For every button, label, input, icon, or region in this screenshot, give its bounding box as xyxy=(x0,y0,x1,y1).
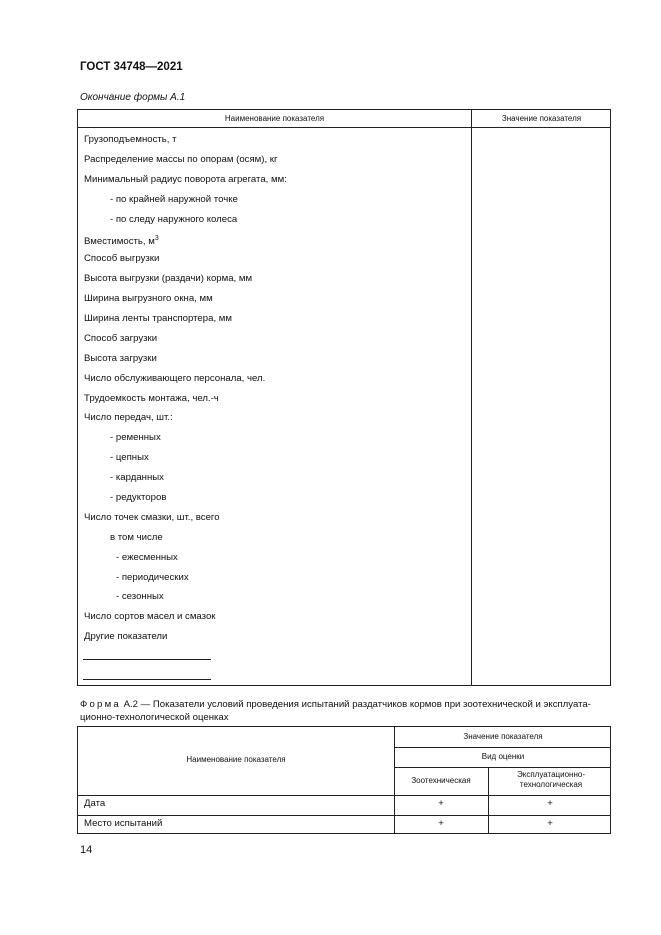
row-divider xyxy=(78,795,610,796)
indicator-label: Ширина выгрузного окна, мм xyxy=(84,293,213,305)
indicator-row xyxy=(78,587,471,607)
header-divider xyxy=(78,127,610,128)
page-number: 14 xyxy=(80,844,93,856)
indicator-row xyxy=(78,508,471,528)
indicator-row xyxy=(78,130,471,150)
indicator-row xyxy=(78,369,471,389)
indicator-row xyxy=(78,389,471,409)
indicator-row xyxy=(78,249,471,269)
column-header-name: Наименование показателя xyxy=(186,755,286,764)
column-header-name: Наименование показателя xyxy=(224,114,325,123)
row-divider xyxy=(394,747,610,748)
unit-superscript: 3 xyxy=(154,235,159,243)
indicator-row xyxy=(78,349,471,369)
indicator-label: Число обслуживающего персонала, чел. xyxy=(84,372,266,384)
indicator-label: Грузоподъемность, т xyxy=(84,134,177,145)
blank-line xyxy=(83,659,211,660)
indicator-row xyxy=(78,269,471,289)
form-a2-caption-prefix: Форма xyxy=(80,699,121,710)
indicator-row xyxy=(78,548,471,568)
column-header-operational: Эксплуатационно-технологическая xyxy=(517,770,585,789)
indicator-label: - по крайней наружной точке xyxy=(110,193,238,205)
indicator-row xyxy=(78,210,471,230)
indicator-label: Трудоемкость монтажа, чел.-ч xyxy=(84,392,219,404)
form-a1-table xyxy=(77,109,611,686)
indicator-label: - ременных xyxy=(110,432,161,444)
indicator-label: - редукторов xyxy=(110,492,167,504)
form-a2-table xyxy=(77,726,611,834)
indicator-row xyxy=(78,528,471,548)
column-header-value: Значение показателя xyxy=(463,732,543,741)
indicator-row xyxy=(78,428,471,448)
row-expl-value: + xyxy=(547,818,553,829)
indicator-label: - цепных xyxy=(110,452,149,464)
column-divider xyxy=(471,110,472,685)
row-name: Дата xyxy=(84,798,106,809)
indicator-label: Высота выгрузки (раздачи) корма, мм xyxy=(84,273,253,285)
indicator-label: - по следу наружного колеса xyxy=(110,213,238,225)
indicator-row xyxy=(78,468,471,488)
column-header-value: Значение показателя xyxy=(501,114,582,123)
indicator-row xyxy=(78,568,471,588)
column-header-zootechnical: Зоотехническая xyxy=(411,776,471,785)
indicator-label: Минимальный радиус поворота агрегата, мм: xyxy=(84,173,287,185)
indicator-label: Число передач, шт.: xyxy=(84,412,173,424)
form-a2-caption-text: А.2 — Показатели условий проведения испытаний раздатчиков кормов при зоотехнической и эксплуата-ционно-технологической оценках xyxy=(80,699,591,723)
indicator-row xyxy=(78,488,471,508)
row-zoo-value: + xyxy=(438,818,444,829)
indicator-row xyxy=(78,408,471,428)
indicator-label: - ежесменных xyxy=(116,551,178,563)
row-divider xyxy=(78,815,610,816)
form-a1-rows xyxy=(78,130,471,647)
indicator-label: Число точек смазки, шт., всего xyxy=(84,511,220,523)
document-id: ГОСТ 34748—2021 xyxy=(80,61,183,73)
indicator-label: Ширина ленты транспортера, мм xyxy=(84,313,232,325)
indicator-row xyxy=(78,607,471,627)
indicator-label: Вместимость, м xyxy=(84,236,155,248)
indicator-row xyxy=(78,289,471,309)
form-a1-caption: Окончание формы А.1 xyxy=(80,92,186,103)
indicator-label: - сезонных xyxy=(116,591,164,603)
indicator-label: Другие показатели xyxy=(84,631,168,643)
indicator-label: Распределение массы по опорам (осям), кг xyxy=(84,153,278,165)
indicator-row xyxy=(78,190,471,210)
form-a2-caption xyxy=(80,698,610,724)
indicator-row xyxy=(78,627,471,647)
row-divider xyxy=(394,767,610,768)
indicator-label: Число сортов масел и смазок xyxy=(84,611,216,623)
row-expl-value: + xyxy=(547,798,553,809)
indicator-row xyxy=(78,150,471,170)
column-header-evaluation: Вид оценки xyxy=(481,752,525,761)
indicator-label: Высота загрузки xyxy=(84,352,157,364)
row-name: Место испытаний xyxy=(84,818,163,829)
indicator-row xyxy=(78,309,471,329)
indicator-row xyxy=(78,170,471,190)
indicator-label: - периодических xyxy=(116,571,189,583)
blank-line xyxy=(83,679,211,680)
indicator-row xyxy=(78,329,471,349)
indicator-label: в том числе xyxy=(110,531,163,543)
indicator-row xyxy=(78,229,471,249)
row-zoo-value: + xyxy=(438,798,444,809)
indicator-label: Способ загрузки xyxy=(84,332,158,344)
indicator-label: Способ выгрузки xyxy=(84,253,160,265)
indicator-label: - карданных xyxy=(110,472,164,484)
indicator-row xyxy=(78,448,471,468)
